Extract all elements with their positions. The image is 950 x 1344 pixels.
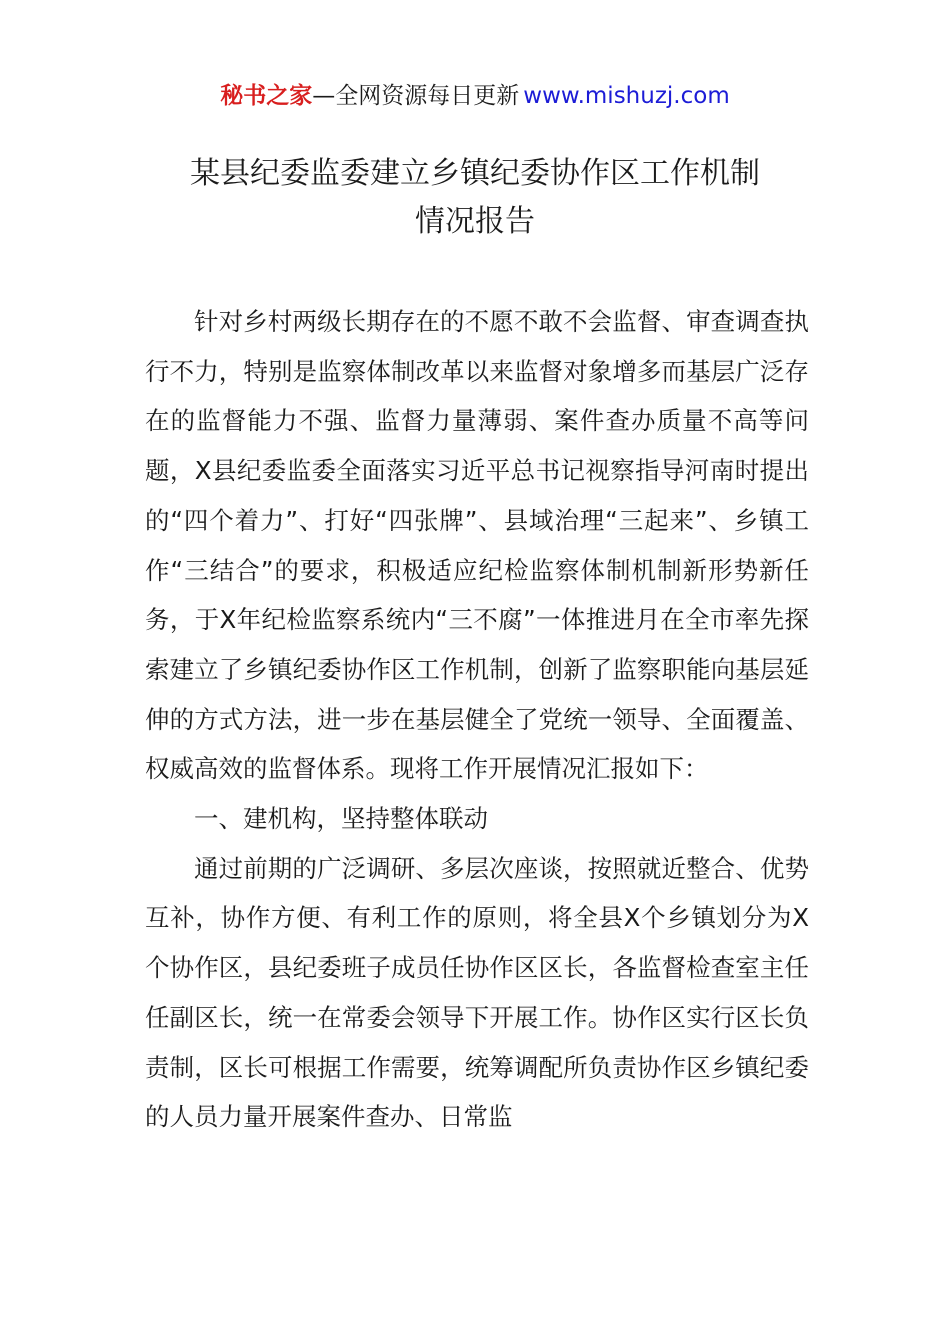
section-heading-1: 一、建机构，坚持整体联动: [194, 804, 488, 834]
site-header: [0, 78, 950, 114]
body-paragraph-1: 针对乡村两级长期存在的不愿不敢不会监督、审查调查执行不力，特别是监察体制改革以来监督对象增多而基层广泛存在的监督能力不强、监督力量薄弱、案件查办质量不高等问题，X县纪委监委全面落实习近平总书记视察指导河南时提出的“四个着力”、打好“四张牌”、县域治理“三起来”、乡镇工作“三结合”的要求，积极适应纪检监察体制机制新形势新任务，于X年纪检监察系统内“三不腐”一体推进月在全市率先探索建立了乡镇纪委协作区工作机制，创新了监察职能向基层延伸的方式方法，进一步在基层健全了党统一领导、全面覆盖、权威高效的监督体系。现将工作开展情况汇报如下：: [145, 307, 809, 784]
document-body: [145, 297, 809, 1142]
document-title-line-2: 情况报告: [415, 204, 535, 239]
document-title-line-1: 某县纪委监委建立乡镇纪委协作区工作机制: [190, 156, 760, 191]
site-brand: 秘书之家: [220, 83, 313, 109]
site-url-link[interactable]: www.mishuzj.com: [523, 83, 730, 109]
document-title: [0, 150, 950, 246]
site-tagline: —全网资源每日更新: [312, 83, 520, 109]
body-paragraph-2: 通过前期的广泛调研、多层次座谈，按照就近整合、优势互补，协作方便、有利工作的原则，将全县X个乡镇划分为X个协作区，县纪委班子成员任协作区区长，各监督检查室主任任副区长，统一在常委会领导下开展工作。协作区实行区长负责制，区长可根据工作需要，统筹调配所负责协作区乡镇纪委的人员力量开展案件查办、日常监: [145, 853, 809, 1132]
